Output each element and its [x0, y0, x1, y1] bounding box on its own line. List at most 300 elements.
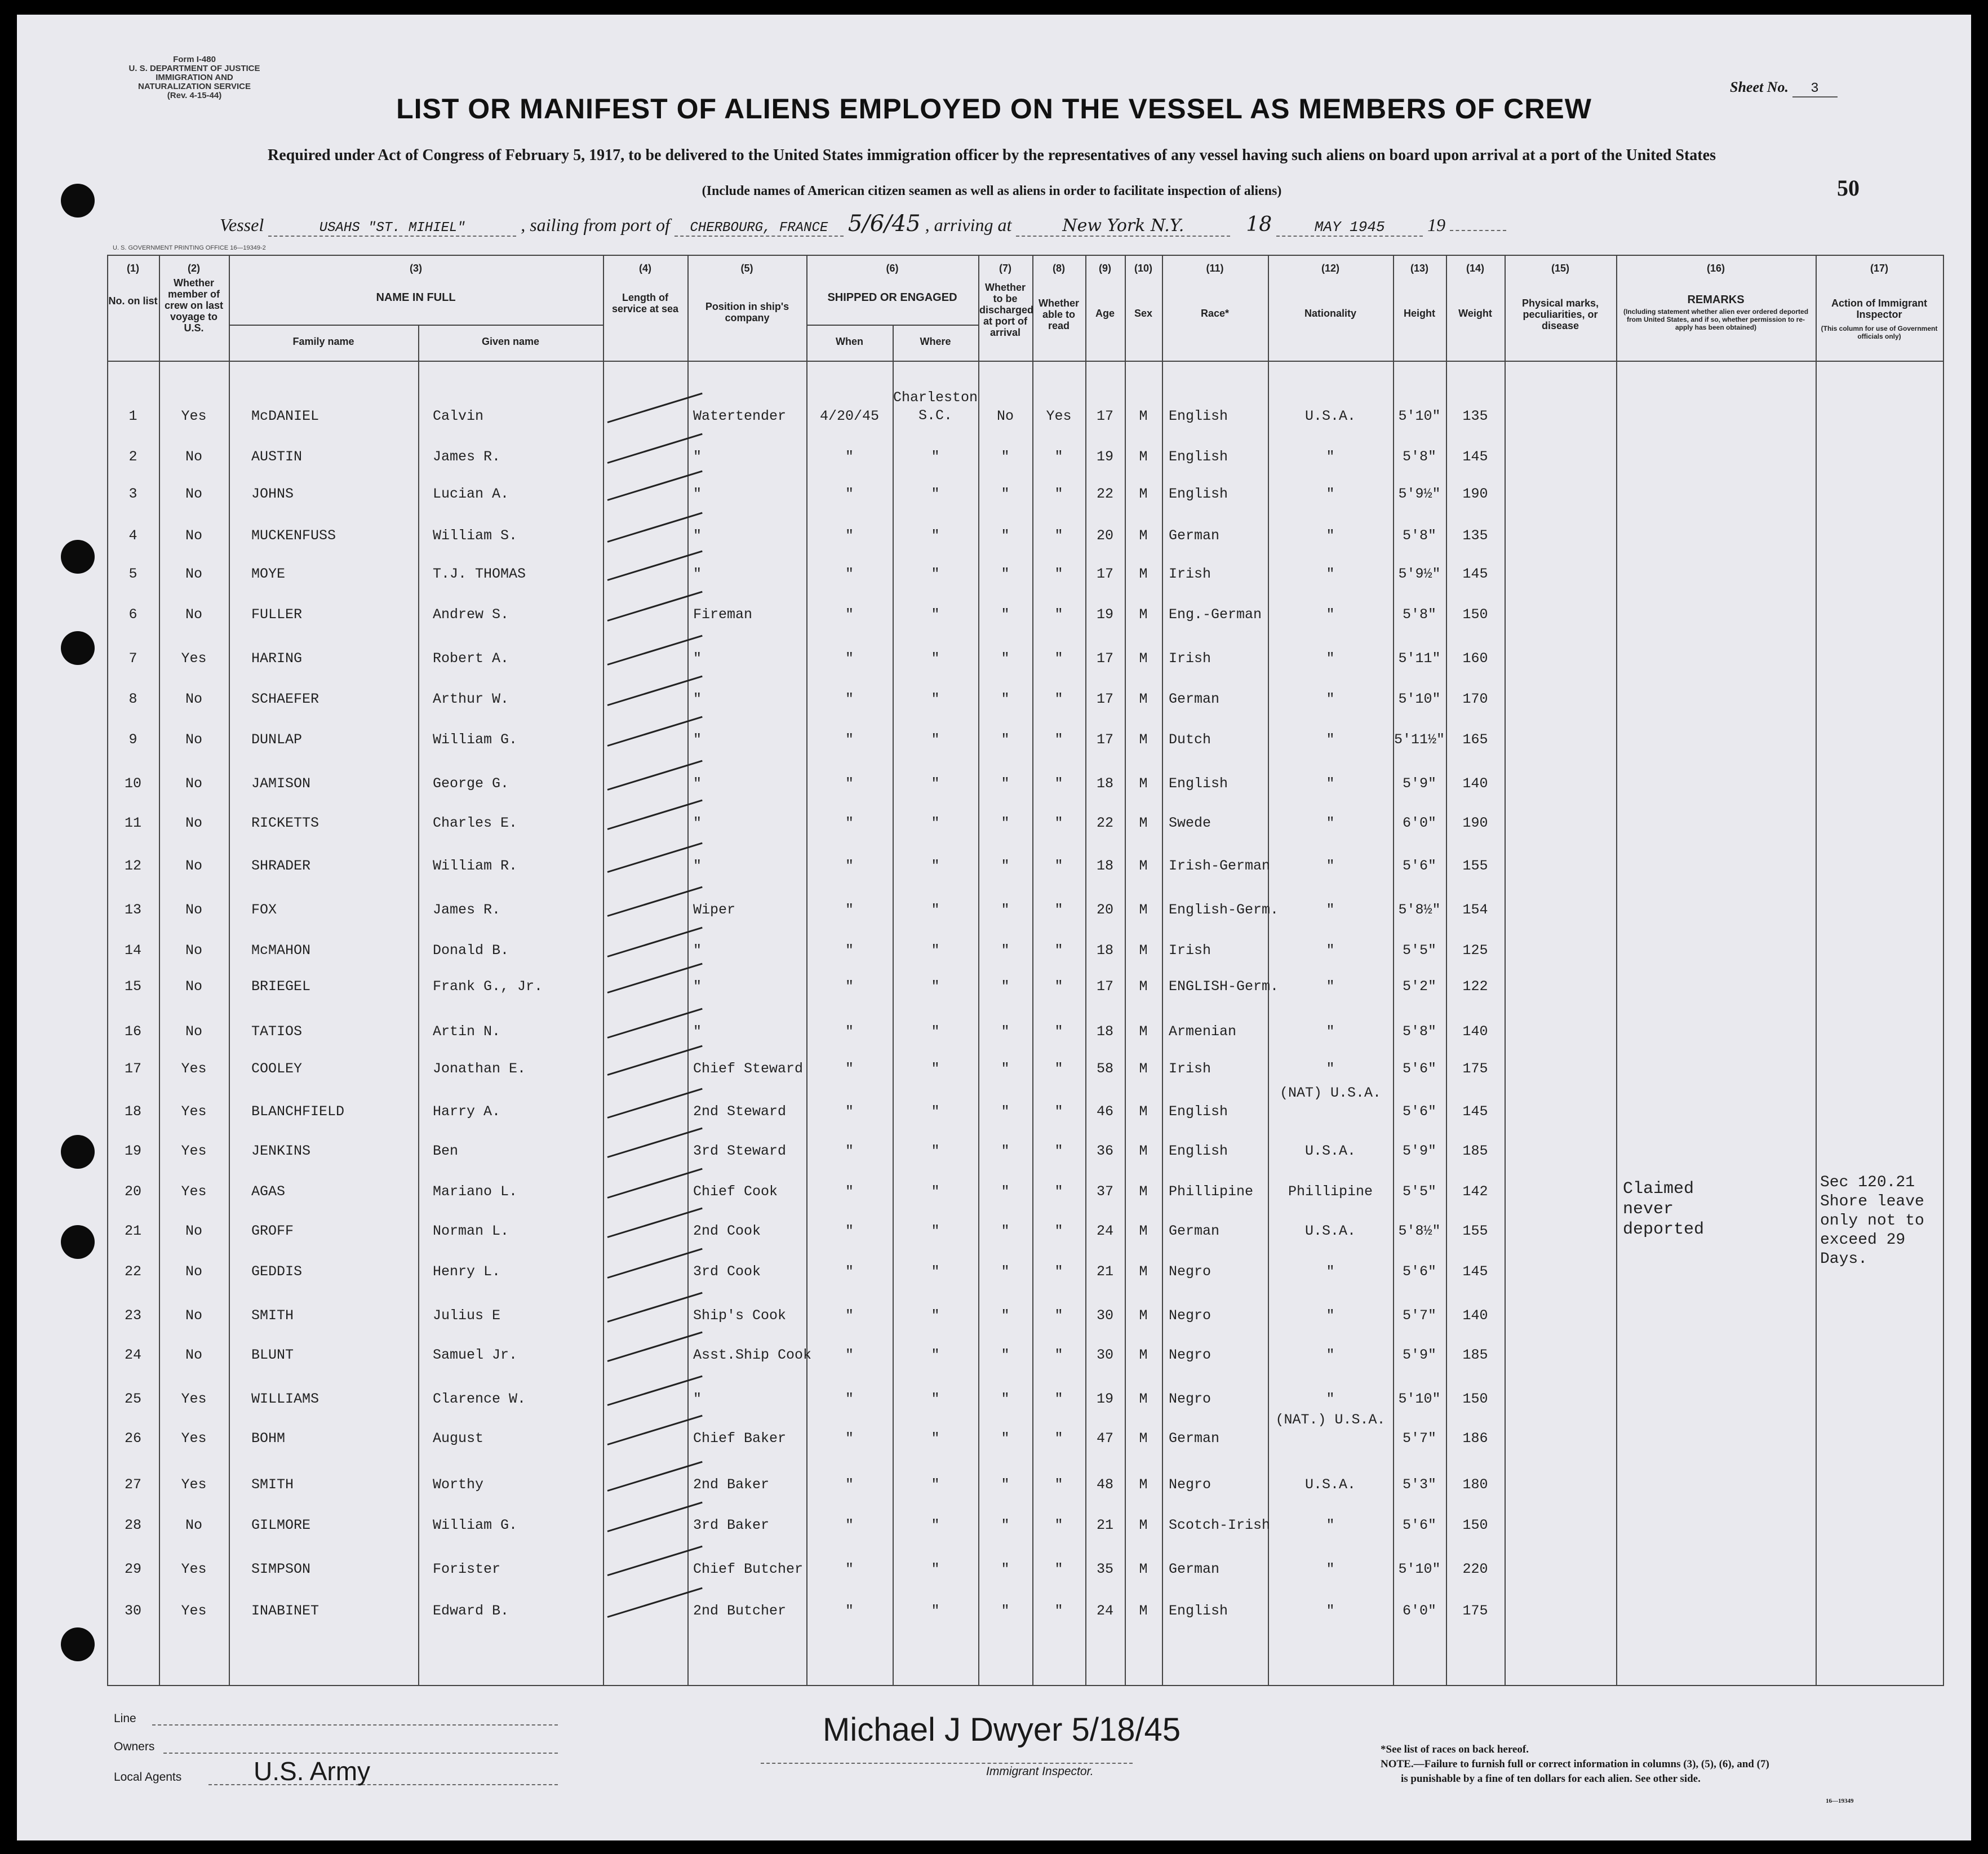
row-7-position: ": [693, 650, 702, 667]
row-11-race: Swede: [1169, 815, 1212, 831]
row-26-read: ": [1054, 1430, 1063, 1447]
row-7-weight: 160: [1462, 650, 1488, 667]
row-22-prev: No: [185, 1263, 202, 1280]
row-28-family: GILMORE: [251, 1517, 311, 1533]
row-25-no: 25: [124, 1391, 141, 1407]
row-8-age: 17: [1096, 691, 1113, 707]
row-14-race: Irish: [1169, 942, 1212, 959]
row-24-race: Negro: [1169, 1347, 1212, 1363]
row-30-where: ": [931, 1603, 940, 1619]
row-26-no: 26: [124, 1430, 141, 1447]
row-22-family: GEDDIS: [251, 1263, 303, 1280]
row-12-height: 5'6": [1402, 858, 1436, 874]
row-28-when: ": [845, 1517, 854, 1533]
header-given-name: Given name: [481, 336, 540, 347]
row-11-age: 22: [1096, 815, 1113, 831]
row-2-where: ": [931, 449, 940, 465]
row-3-weight: 190: [1462, 486, 1488, 502]
remarks-row-20: Claimed never deported: [1623, 1179, 1705, 1239]
row-28-sex: M: [1139, 1517, 1148, 1533]
row-21-no: 21: [124, 1223, 141, 1239]
row-22-sex: M: [1139, 1263, 1148, 1280]
row-28-age: 21: [1096, 1517, 1113, 1533]
local-agents-value: U.S. Army: [254, 1757, 371, 1786]
row-12-read: ": [1054, 858, 1063, 874]
row-16-sex: M: [1139, 1023, 1148, 1040]
row-20-where: ": [931, 1183, 940, 1200]
row-10-height: 5'9": [1402, 775, 1436, 792]
row-3-read: ": [1054, 486, 1063, 502]
row-30-read: ": [1054, 1603, 1063, 1619]
row-6-where: ": [931, 606, 940, 623]
row-25-where: ": [931, 1391, 940, 1407]
header-c13-num: (13): [1410, 263, 1428, 274]
row-21-family: GROFF: [251, 1223, 294, 1239]
row-20-position: Chief Cook: [693, 1183, 778, 1200]
row-7-age: 17: [1096, 650, 1113, 667]
arrival-port: New York N.Y.: [1016, 216, 1230, 237]
header-c16-num: (16): [1706, 263, 1725, 274]
row-13-no: 13: [124, 902, 141, 918]
row-4-nat: ": [1326, 527, 1335, 544]
row-5-weight: 145: [1462, 566, 1488, 582]
header-c6-num: (6): [886, 263, 899, 274]
row-19-no: 19: [124, 1143, 141, 1159]
row-19-when: ": [845, 1143, 854, 1159]
row-21-disch: ": [1001, 1223, 1010, 1239]
row-13-age: 20: [1096, 902, 1113, 918]
row-8-sex: M: [1139, 691, 1148, 707]
row-13-where: ": [931, 902, 940, 918]
row-24-sex: M: [1139, 1347, 1148, 1363]
row-23-disch: ": [1001, 1307, 1010, 1324]
row-23-when: ": [845, 1307, 854, 1324]
row-21-prev: No: [185, 1223, 202, 1239]
row-1-nat: U.S.A.: [1304, 408, 1356, 424]
row-23-family: SMITH: [251, 1307, 294, 1324]
row-6-weight: 150: [1462, 606, 1488, 623]
header-previous-voyage: Whether member of crew on last voyage to U.S.: [164, 277, 224, 334]
row-30-position: 2nd Butcher: [693, 1603, 787, 1619]
row-28-position: 3rd Baker: [693, 1517, 770, 1533]
row-22-age: 21: [1096, 1263, 1113, 1280]
row-6-when: ": [845, 606, 854, 623]
row-9-nat: ": [1326, 731, 1335, 748]
row-29-where: ": [931, 1561, 940, 1577]
row-26-disch: ": [1001, 1430, 1010, 1447]
row-11-position: ": [693, 815, 702, 831]
row-30-when: ": [845, 1603, 854, 1619]
punch-hole: [61, 1225, 95, 1259]
row-5-nat: ": [1326, 566, 1335, 582]
header-where: Where: [920, 336, 951, 347]
row-19-race: English: [1169, 1143, 1228, 1159]
row-25-height: 5'10": [1398, 1391, 1441, 1407]
header-c17-num: (17): [1870, 263, 1888, 274]
row-7-race: Irish: [1169, 650, 1212, 667]
row-27-given: Worthy: [433, 1476, 484, 1493]
row-4-race: German: [1169, 527, 1220, 544]
row-7-when: ": [845, 650, 854, 667]
sheet-label: Sheet No.: [1730, 79, 1789, 95]
row-12-prev: No: [185, 858, 202, 874]
row-25-position: ": [693, 1391, 702, 1407]
row-6-family: FULLER: [251, 606, 303, 623]
row-6-given: Andrew S.: [433, 606, 509, 623]
row-28-nat: ": [1326, 1517, 1335, 1533]
row-1-race: English: [1169, 408, 1228, 424]
row-14-disch: ": [1001, 942, 1010, 959]
row-15-where: ": [931, 978, 940, 995]
row-17-height: 5'6": [1402, 1061, 1436, 1077]
row-19-prev: Yes: [181, 1143, 207, 1159]
row-2-sex: M: [1139, 449, 1148, 465]
row-18-height: 5'6": [1402, 1103, 1436, 1120]
row-19-disch: ": [1001, 1143, 1010, 1159]
row-25-family: WILLIAMS: [251, 1391, 320, 1407]
row-6-prev: No: [185, 606, 202, 623]
row-21-read: ": [1054, 1223, 1063, 1239]
row-24-height: 5'9": [1402, 1347, 1436, 1363]
row-12-nat: ": [1326, 858, 1335, 874]
row-11-nat: ": [1326, 815, 1335, 831]
row-5-where: ": [931, 566, 940, 582]
header-no-on-list: No. on list: [108, 295, 158, 307]
row-8-no: 8: [128, 691, 137, 707]
row-4-when: ": [845, 527, 854, 544]
footnote-penalty: NOTE.—Failure to furnish full or correct information in columns (3), (5), (6), and (7): [1381, 1758, 1769, 1770]
row-30-prev: Yes: [181, 1603, 207, 1619]
row-6-read: ": [1054, 606, 1063, 623]
row-14-where: ": [931, 942, 940, 959]
row-30-weight: 175: [1462, 1603, 1488, 1619]
row-13-disch: ": [1001, 902, 1010, 918]
row-9-race: Dutch: [1169, 731, 1212, 748]
row-26-sex: M: [1139, 1430, 1148, 1447]
row-27-age: 48: [1096, 1476, 1113, 1493]
header-c11-num: (11): [1206, 263, 1224, 274]
row-8-nat: ": [1326, 691, 1335, 707]
row-16-nat: ": [1326, 1023, 1335, 1040]
row-19-where: ": [931, 1143, 940, 1159]
row-9-given: William G.: [433, 731, 518, 748]
row-7-prev: Yes: [181, 650, 207, 667]
row-28-disch: ": [1001, 1517, 1010, 1533]
row-15-given: Frank G., Jr.: [433, 978, 543, 995]
row-22-when: ": [845, 1263, 854, 1280]
row-28-read: ": [1054, 1517, 1063, 1533]
row-16-no: 16: [124, 1023, 141, 1040]
row-4-where: ": [931, 527, 940, 544]
row-4-weight: 135: [1462, 527, 1488, 544]
row-22-read: ": [1054, 1263, 1063, 1280]
row-24-family: BLUNT: [251, 1347, 294, 1363]
row-17-given: Jonathan E.: [433, 1061, 526, 1077]
row-14-family: McMAHON: [251, 942, 311, 959]
row-24-disch: ": [1001, 1347, 1010, 1363]
owners-label: Owners: [114, 1740, 155, 1753]
row-9-no: 9: [128, 731, 137, 748]
header-c7-num: (7): [999, 263, 1011, 274]
row-16-prev: No: [185, 1023, 202, 1040]
year-label: 19: [1427, 215, 1446, 235]
punch-hole: [61, 1135, 95, 1169]
arriving-label: , arriving at: [925, 215, 1012, 235]
row-12-sex: M: [1139, 858, 1148, 874]
row-15-disch: ": [1001, 978, 1010, 995]
row-27-family: SMITH: [251, 1476, 294, 1493]
row-19-age: 36: [1096, 1143, 1113, 1159]
row-17-prev: Yes: [181, 1061, 207, 1077]
row-11-sex: M: [1139, 815, 1148, 831]
row-20-given: Mariano L.: [433, 1183, 518, 1200]
row-3-when: ": [845, 486, 854, 502]
row-28-given: William G.: [433, 1517, 518, 1533]
row-3-no: 3: [128, 486, 137, 502]
row-25-sex: M: [1139, 1391, 1148, 1407]
row-21-height: 5'8½": [1398, 1223, 1441, 1239]
row-21-age: 24: [1096, 1223, 1113, 1239]
row-17-where: ": [931, 1061, 940, 1077]
vessel-label: Vessel: [220, 215, 264, 235]
row-8-where: ": [931, 691, 940, 707]
row-26-given: August: [433, 1430, 484, 1447]
row-3-disch: ": [1001, 486, 1010, 502]
row-3-where: ": [931, 486, 940, 502]
row-17-family: COOLEY: [251, 1061, 303, 1077]
row-11-no: 11: [124, 815, 141, 831]
row-12-no: 12: [124, 858, 141, 874]
header-discharged: Whether to be discharged at port of arrival: [979, 282, 1034, 338]
row-26-when: ": [845, 1430, 854, 1447]
row-4-disch: ": [1001, 527, 1010, 544]
row-10-race: English: [1169, 775, 1228, 792]
row-21-nat: U.S.A.: [1304, 1223, 1356, 1239]
header-when: When: [836, 336, 863, 347]
row-29-weight: 220: [1462, 1561, 1488, 1577]
row-19-given: Ben: [433, 1143, 459, 1159]
row-22-weight: 145: [1462, 1263, 1488, 1280]
row-12-age: 18: [1096, 858, 1113, 874]
form-service: IMMIGRATION AND NATURALIZATION SERVICE: [137, 73, 251, 91]
row-1-where: Charleston S.C.: [893, 389, 978, 424]
row-30-nat: ": [1326, 1603, 1335, 1619]
row-12-race: Irish-German: [1169, 858, 1271, 874]
row-27-position: 2nd Baker: [693, 1476, 770, 1493]
row-28-prev: No: [185, 1517, 202, 1533]
row-8-family: SCHAEFER: [251, 691, 320, 707]
row-5-age: 17: [1096, 566, 1113, 582]
row-6-race: Eng.-German: [1169, 606, 1262, 623]
row-3-position: ": [693, 486, 702, 502]
row-7-where: ": [931, 650, 940, 667]
crew-table: [107, 255, 1944, 1686]
row-5-family: MOYE: [251, 566, 286, 582]
sheet-value: 3: [1792, 81, 1838, 97]
row-23-race: Negro: [1169, 1307, 1212, 1324]
row-4-no: 4: [128, 527, 137, 544]
row-27-height: 5'3": [1402, 1476, 1436, 1493]
row-12-weight: 155: [1462, 858, 1488, 874]
footnote-penalty-cont: is punishable by a fine of ten dollars for each alien. See other side.: [1401, 1773, 1701, 1785]
row-9-weight: 165: [1462, 731, 1488, 748]
header-remarks-note: (Including statement whether alien ever ordered deported from United States, and if so, whether permission to re-apply has been obtained): [1623, 308, 1809, 331]
row-9-prev: No: [185, 731, 202, 748]
row-30-no: 30: [124, 1603, 141, 1619]
row-10-sex: M: [1139, 775, 1148, 792]
row-29-height: 5'10": [1398, 1561, 1441, 1577]
row-13-race: English-Germ.: [1169, 902, 1279, 918]
row-12-disch: ": [1001, 858, 1010, 874]
row-30-sex: M: [1139, 1603, 1148, 1619]
row-22-height: 5'6": [1402, 1263, 1436, 1280]
row-8-race: German: [1169, 691, 1220, 707]
row-14-given: Donald B.: [433, 942, 509, 959]
row-9-position: ": [693, 731, 702, 748]
row-5-no: 5: [128, 566, 137, 582]
row-2-age: 19: [1096, 449, 1113, 465]
row-5-when: ": [845, 566, 854, 582]
row-23-sex: M: [1139, 1307, 1148, 1324]
row-11-given: Charles E.: [433, 815, 518, 831]
row-7-height: 5'11": [1398, 650, 1441, 667]
row-9-read: ": [1054, 731, 1063, 748]
row-23-given: Julius E: [433, 1307, 501, 1324]
header-able-to-read: Whether able to read: [1039, 298, 1079, 331]
header-action-note: (This column for use of Government officials only): [1821, 325, 1938, 340]
row-19-position: 3rd Steward: [693, 1143, 787, 1159]
row-29-position: Chief Butcher: [693, 1561, 804, 1577]
row-10-no: 10: [124, 775, 141, 792]
row-18-read: ": [1054, 1103, 1063, 1120]
row-28-race: Scotch-Irish: [1169, 1517, 1271, 1533]
row-30-height: 6'0": [1402, 1603, 1436, 1619]
row-13-given: James R.: [433, 902, 501, 918]
row-29-age: 35: [1096, 1561, 1113, 1577]
row-22-no: 22: [124, 1263, 141, 1280]
header-c8-num: (8): [1053, 263, 1065, 274]
row-24-position: Asst.Ship Cook: [693, 1347, 812, 1363]
row-23-height: 5'7": [1402, 1307, 1436, 1324]
row-7-read: ": [1054, 650, 1063, 667]
page-subnote: (Include names of American citizen seamen as well as aliens in order to facilitate inspection of aliens): [702, 184, 1282, 198]
row-1-position: Watertender: [693, 408, 787, 424]
row-25-prev: Yes: [181, 1391, 207, 1407]
page-number: 50: [1837, 175, 1860, 201]
row-25-when: ": [845, 1391, 854, 1407]
row-26-race: German: [1169, 1430, 1220, 1447]
row-24-read: ": [1054, 1347, 1063, 1363]
row-18-when: ": [845, 1103, 854, 1120]
row-9-when: ": [845, 731, 854, 748]
row-14-when: ": [845, 942, 854, 959]
arrival-date: MAY 1945: [1276, 219, 1423, 237]
row-18-sex: M: [1139, 1103, 1148, 1120]
row-26-family: BOHM: [251, 1430, 286, 1447]
row-1-weight: 135: [1462, 408, 1488, 424]
row-28-no: 28: [124, 1517, 141, 1533]
row-5-prev: No: [185, 566, 202, 582]
row-4-read: ": [1054, 527, 1063, 544]
header-physical-marks: Physical marks, peculiarities, or disease: [1521, 298, 1599, 331]
row-4-given: William S.: [433, 527, 518, 544]
row-30-age: 24: [1096, 1603, 1113, 1619]
row-3-age: 22: [1096, 486, 1113, 502]
row-26-position: Chief Baker: [693, 1430, 787, 1447]
row-18-weight: 145: [1462, 1103, 1488, 1120]
row-7-no: 7: [128, 650, 137, 667]
sailing-port: CHERBOURG, FRANCE: [674, 220, 844, 237]
header-action-inspector: Action of Immigrant Inspector: [1831, 298, 1927, 320]
row-2-race: English: [1169, 449, 1228, 465]
row-23-prev: No: [185, 1307, 202, 1324]
row-18-family: BLANCHFIELD: [251, 1103, 345, 1120]
row-21-position: 2nd Cook: [693, 1223, 761, 1239]
header-c4-num: (4): [639, 263, 651, 274]
row-24-when: ": [845, 1347, 854, 1363]
row-29-when: ": [845, 1561, 854, 1577]
row-24-weight: 185: [1462, 1347, 1488, 1363]
row-18-position: 2nd Steward: [693, 1103, 787, 1120]
vessel-line: [220, 211, 1506, 237]
row-15-nat: ": [1326, 978, 1335, 995]
row-28-where: ": [931, 1517, 940, 1533]
row-15-position: ": [693, 978, 702, 995]
row-11-where: ": [931, 815, 940, 831]
row-4-prev: No: [185, 527, 202, 544]
row-15-sex: M: [1139, 978, 1148, 995]
row-12-family: SHRADER: [251, 858, 311, 874]
row-14-weight: 125: [1462, 942, 1488, 959]
row-22-given: Henry L.: [433, 1263, 501, 1280]
row-10-read: ": [1054, 775, 1063, 792]
row-1-when: 4/20/45: [819, 408, 880, 424]
row-16-where: ": [931, 1023, 940, 1040]
row-17-read: ": [1054, 1061, 1063, 1077]
row-16-when: ": [845, 1023, 854, 1040]
row-25-given: Clarence W.: [433, 1391, 526, 1407]
row-25-nat: ": [1326, 1391, 1335, 1407]
row-22-disch: ": [1001, 1263, 1010, 1280]
row-9-disch: ": [1001, 731, 1010, 748]
row-19-read: ": [1054, 1143, 1063, 1159]
arrival-day: 18: [1246, 213, 1272, 236]
header-position: Position in ship's company: [705, 301, 789, 323]
row-5-disch: ": [1001, 566, 1010, 582]
row-30-given: Edward B.: [433, 1603, 509, 1619]
row-27-when: ": [845, 1476, 854, 1493]
row-13-weight: 154: [1462, 902, 1488, 918]
row-14-sex: M: [1139, 942, 1148, 959]
row-14-position: ": [693, 942, 702, 959]
row-27-weight: 180: [1462, 1476, 1488, 1493]
row-17-weight: 175: [1462, 1061, 1488, 1077]
row-22-where: ": [931, 1263, 940, 1280]
row-3-prev: No: [185, 486, 202, 502]
row-29-race: German: [1169, 1561, 1220, 1577]
row-24-prev: No: [185, 1347, 202, 1363]
form-number: Form I-480: [173, 55, 216, 64]
header-c1-num: (1): [127, 263, 139, 274]
row-6-no: 6: [128, 606, 137, 623]
row-25-race: Negro: [1169, 1391, 1212, 1407]
row-24-given: Samuel Jr.: [433, 1347, 518, 1363]
inspector-label: Immigrant Inspector.: [986, 1765, 1094, 1778]
row-15-weight: 122: [1462, 978, 1488, 995]
row-6-height: 5'8": [1402, 606, 1436, 623]
row-9-height: 5'11½": [1394, 731, 1445, 748]
row-14-prev: No: [185, 942, 202, 959]
